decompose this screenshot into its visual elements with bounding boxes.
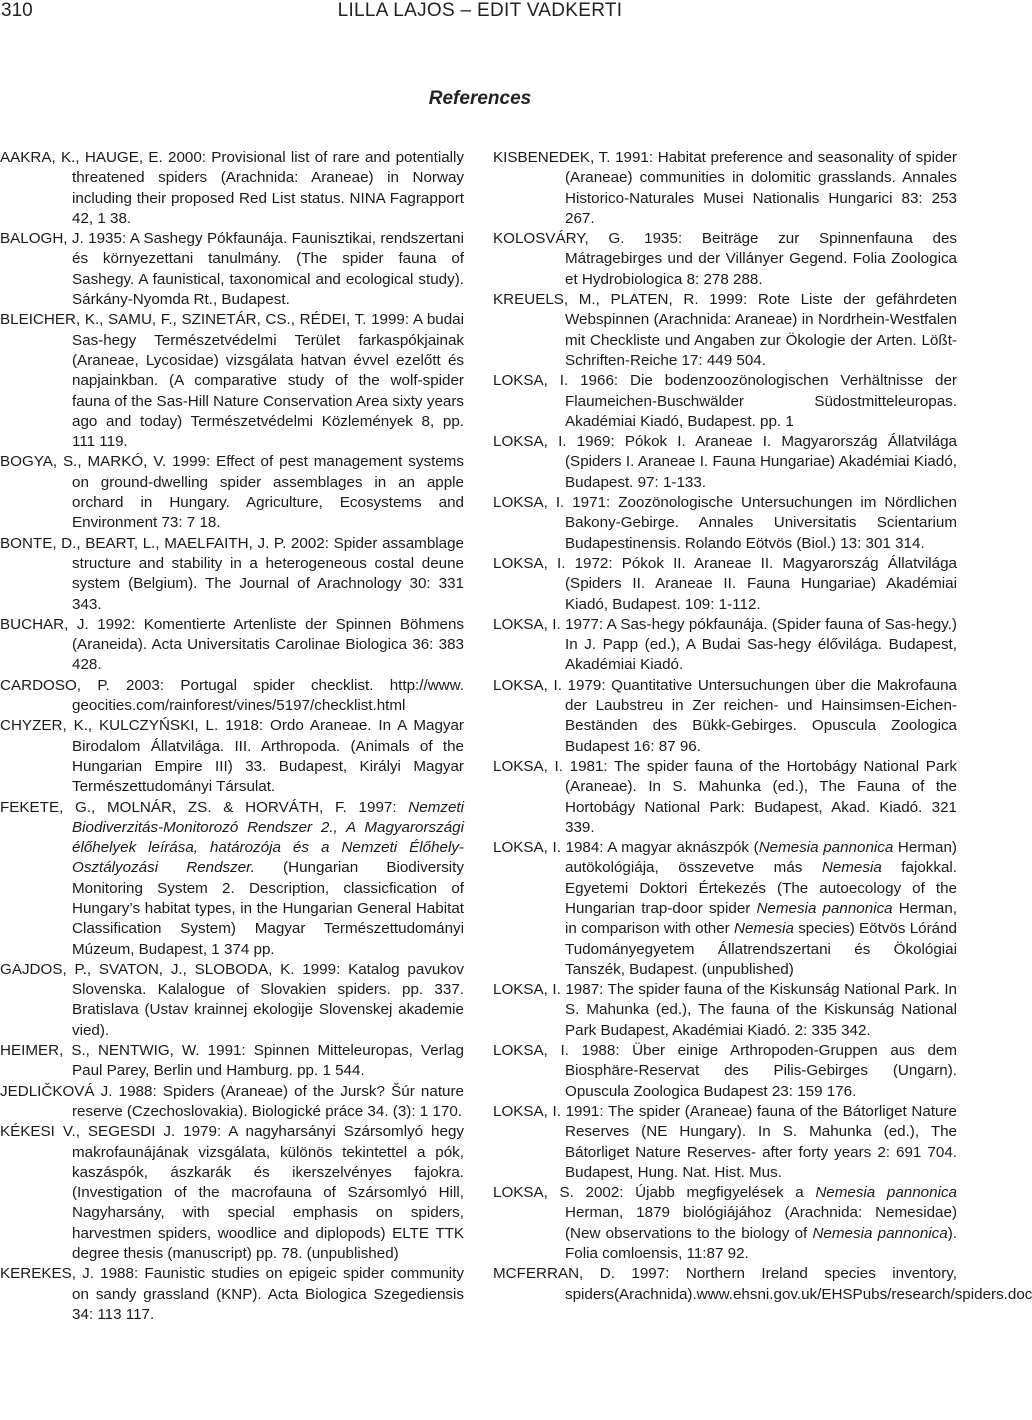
reference-entry (493, 290, 957, 371)
reference-italic-text: Nemesia pannonica (812, 1224, 948, 1242)
reference-text: BUCHAR, J. 1992: Komentierte Artenliste der Spinnen Böhmens (Araneida). Acta Universitatis Carolinae Biologica 36: 383 428. (0, 615, 464, 674)
page-header (0, 0, 960, 30)
reference-text: LOKSA, I. 1984: A magyar aknászpók ( (493, 839, 759, 857)
reference-entry (493, 432, 957, 493)
reference-text: (Hungarian Biodiversity Monitoring System 2. Description, classicfication of Hungary’s habitat types, in the Hungarian General Habitat Classification System) Magyar Természettudományi Múzeum, Budapest, 1 374 pp. (72, 859, 464, 958)
reference-italic-text: Nemzeti Biodiverzitás-Monitorozó Rendszer 2., A Magyarországi élőhelyek leírása, határozója és a Nemzeti Élőhely-Osztályozási Rendszer. (72, 798, 464, 877)
reference-entry (0, 1122, 464, 1264)
reference-text: AAKRA, K., HAUGE, E. 2000: Provisional list of rare and potentially threatened spiders (Arachnida: Araneae) in Norway including their proposed Red List status. NINA Fagrapport 42, 1 38. (0, 149, 464, 227)
reference-text: fajokkal. Egyetemi Doktori Értekezés (The autoecology of the Hungarian trap-door spider (565, 859, 957, 917)
reference-italic-text: Nemesia (734, 920, 794, 938)
reference-text: LOKSA, I. 1988: Über einige Arthropoden-Gruppen aus dem Biosphäre-Reservat des Pilis-Gebirges (Ungarn). Opuscula Zoologica Budapest 23: 159 176. (493, 1042, 957, 1100)
reference-entry (0, 798, 464, 960)
reference-text: LOKSA, I. 1981: The spider fauna of the Hortobágy National Park (Araneae). In S. Mahunka (ed.), The Fauna of the Hortobágy National Park: Budapest, Akad. Kiadó. 321 339. (493, 757, 957, 836)
reference-entry (493, 148, 957, 229)
reference-entry (0, 960, 464, 1041)
reference-text: FEKETE, G., MOLNÁR, ZS. & HORVÁTH, F. 1997: (0, 798, 409, 816)
reference-entry (0, 676, 464, 717)
reference-text: LOKSA, I. 1991: The spider (Araneae) fauna of the Bátorliget Nature Reserves (NE Hungary). In S. Mahunka (ed.), The Bátorliget Nature Reserves- after forty years 2: 691 704. Budapest, Hung. Nat. Hist. Mus. (493, 1102, 957, 1181)
reference-entry (0, 1082, 464, 1123)
reference-entry (0, 452, 464, 533)
reference-entry (0, 716, 464, 797)
running-head: LILLA LAJOS – EDIT VADKERTI (337, 0, 623, 21)
reference-entry (493, 1041, 957, 1102)
reference-entry (0, 229, 464, 310)
reference-entry (0, 1041, 464, 1082)
reference-entry (0, 1264, 464, 1325)
reference-entry (493, 676, 957, 757)
reference-text: KOLOSVÁRY, G. 1935: Beiträge zur Spinnenfauna des Mátragebirges und der Villányer Gegend. Folia Zoologica et Hydrobiologica 8: 278 288. (493, 230, 957, 288)
reference-text: GAJDOS, P., SVATON, J., SLOBODA, K. 1999: Katalog pavukov Slovenska. Kalalogue of Slovakien spiders. pp. 337. Bratislava (Ustav krainnej ekologije Slovenskej akademie vied). (0, 960, 464, 1039)
page-number: 310 (1, 0, 33, 21)
reference-text: LOKSA, I. 1969: Pókok I. Araneae I. Magyarország Állatvilága (Spiders I. Araneae I. Fauna Hungariae) Akadémiai Kiadó, Budapest. 97: 1-133. (493, 433, 957, 491)
references-left-column (0, 148, 464, 1325)
reference-text: CHYZER, K., KULCZYŃSKI, L. 1918: Ordo Araneae. In A Magyar Birodalom Állatvilága. III. Arthropoda. (Animals of the Hungarian Empire III) 33. Budapest, Királyi Magyar Természettudományi Társulat. (0, 717, 464, 796)
reference-entry (493, 980, 957, 1041)
reference-text: KEREKES, J. 1988: Faunistic studies on epigeic spider community on sandy grassland (KNP). Acta Biologica Szegediensis 34: 113 117. (0, 1265, 464, 1323)
reference-italic-text: Nemesia pannonica (758, 839, 894, 857)
reference-text: BOGYA, S., MARKÓ, V. 1999: Effect of pest management systems on ground-dwelling spider assemblages in an apple orchard in Hungary. Agriculture, Ecosystems and Environment 73: 7 18. (0, 453, 464, 532)
reference-text: CARDOSO, P. 2003: Portugal spider checklist. http://www. geocities.com/rainforest/vines/5197/checklist.html (0, 676, 464, 715)
reference-text: BONTE, D., BEART, L., MAELFAITH, J. P. 2002: Spider assamblage structure and stability in a heterogeneous costal deune system (Belgium). The Journal of Arachnology 30: 331 343. (0, 534, 464, 613)
reference-text: KÉKESI V., SEGESDI J. 1979: A nagyharsányi Szársomlyó hegy makrofaunájának vizsgálata, különös tekintettel a pók, kaszáspók, ászkarák és ikerszelvényes fajokra. (Investigation of the macrofauna of Szársomlyó Hill, Nagyharsány, with special emphasis on spiders, harvestmen spiders, woodlice and diplopods) ELTE TTK degree thesis (manuscript) pp. 78. (unpublished) (0, 1123, 464, 1263)
reference-text: Herman, in comparison with other (565, 899, 957, 938)
reference-entry (493, 371, 957, 432)
reference-entry (493, 1102, 957, 1183)
references-right-column (493, 148, 1032, 1305)
reference-entry (493, 1183, 957, 1264)
reference-italic-text: Nemesia pannonica (756, 899, 893, 917)
reference-entry (493, 1264, 1032, 1305)
reference-entry (493, 493, 957, 554)
reference-text: LOKSA, I. 1987: The spider fauna of the Kiskunság National Park. In S. Mahunka (ed.), The fauna of the Kiskunság National Park Budapest, Akadémiai Kiadó. 2: 335 342. (493, 981, 957, 1039)
reference-entry (0, 534, 464, 615)
reference-entry (0, 615, 464, 676)
section-title: References (428, 88, 532, 109)
reference-text: ). Folia comloensis, 11:87 92. (565, 1224, 957, 1263)
reference-text: KISBENEDEK, T. 1991: Habitat preference and seasonality of spider (Araneae) communities in dolomitic grasslands. Annales Historico-Naturales Musei Nationalis Hungarici 83: 253 267. (493, 149, 957, 227)
reference-entry (493, 838, 957, 980)
reference-entry (493, 757, 957, 838)
reference-entry (493, 554, 957, 615)
reference-text: Herman, 1879 biológiájához (Arachnida: Nemesidae) (New observations to the biology of (565, 1204, 957, 1242)
reference-text: MCFERRAN, D. 1997: Northern Ireland species inventory, spiders(Arachnida).www.ehsni.gov.uk/EHSPubs/research/spiders.doc (493, 1265, 1032, 1303)
reference-text: BLEICHER, K., SAMU, F., SZINETÁR, CS., RÉDEI, T. 1999: A budai Sas-hegy Természetvédelmi Terület farkaspókjainak (Araneae, Lycosidae) vizsgálata hatvan évvel ezelőtt és napjainkban. (A comparative study of the wolf-spider fauna of the Sas-Hill Nature Conservation Area sixty years ago and today) Természetvédelmi Közlemények 8, pp. 111 119. (0, 311, 464, 451)
reference-text: LOKSA, I. 1979: Quantitative Untersuchungen über die Makrofauna der Laubstreu in Zer reichen- und Hainsimsen-Eichen-Beständen des Bükk-Gebirges. Opuscula Zoologica Budapest 16: 87 96. (493, 676, 957, 755)
reference-text: Herman) autökológiája, összevetve más (565, 839, 957, 877)
reference-entry (0, 148, 464, 229)
reference-text: HEIMER, S., NENTWIG, W. 1991: Spinnen Mitteleuropas, Verlag Paul Parey, Berlin und Hamburg. pp. 1 544. (0, 1042, 464, 1080)
reference-text: LOKSA, I. 1972: Pókok II. Araneae II. Magyarország Állatvilága (Spiders II. Araneae II. Fauna Hungariae) Akadémiai Kiadó, Budapest. 109: 1-112. (493, 554, 957, 613)
reference-text: LOKSA, I. 1977: A Sas-hegy pókfaunája. (Spider fauna of Sas-hegy.) In J. Papp (ed.), A Budai Sas-hegy élővilága. Budapest, Akadémiai Kiadó. (493, 615, 957, 674)
reference-entry (493, 229, 957, 290)
reference-entry (493, 615, 957, 676)
reference-text: LOKSA, S. 2002: Újabb megfigyelések a (493, 1184, 816, 1202)
reference-text: BALOGH, J. 1935: A Sashegy Pókfaunája. Faunisztikai, rendszertani és környezettani tanulmány. (The spider fauna of Sashegy. A faunistical, taxonomical and ecological study). Sárkány-Nyomda Rt., Budapest. (0, 230, 464, 309)
reference-italic-text: Nemesia (821, 859, 882, 877)
reference-text: species) Eötvös Lóránd Tudományegyetem Állatrendszertani és Ökológiai Tanszék, Budapest. (unpublished) (565, 920, 957, 978)
reference-text: JEDLIČKOVÁ J. 1988: Spiders (Araneae) of the Jursk? Šúr nature reserve (Czechoslovakia). Biologické práce 34. (3): 1 170. (0, 1082, 464, 1120)
reference-text: LOKSA, I. 1966: Die bodenzoozönologischen Verhältnisse der Flaumeichen-Buschwälder Südostmitteleuropas. Akadémiai Kiadó, Budapest. pp. 1 (493, 372, 957, 430)
reference-text: KREUELS, M., PLATEN, R. 1999: Rote Liste der gefährdeten Webspinnen (Arachnida: Araneae) in Nordrhein-Westfalen mit Checkliste und Angaben zur Ökologie der Arten. Lößt-Schriften-Reiche 17: 449 504. (493, 291, 957, 369)
reference-entry (0, 310, 464, 452)
reference-text: LOKSA, I. 1971: Zoozönologische Untersuchungen im Nördlichen Bakony-Gebirge. Annales Universitatis Scientarium Budapestinensis. Rolando Eötvös (Biol.) 13: 301 314. (493, 494, 957, 552)
reference-italic-text: Nemesia pannonica (815, 1184, 957, 1202)
